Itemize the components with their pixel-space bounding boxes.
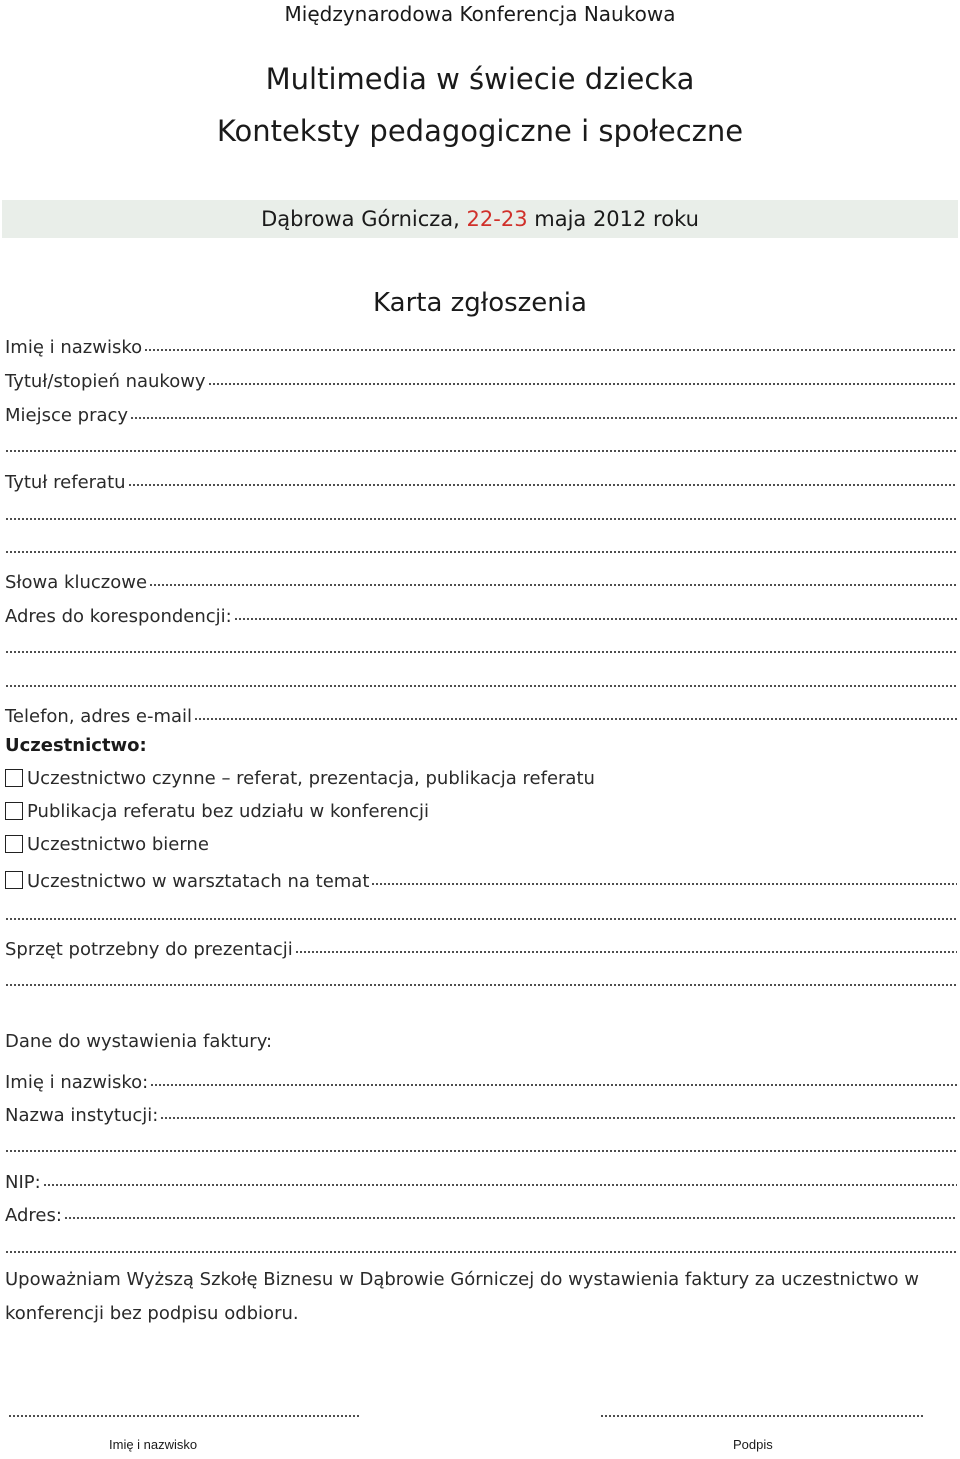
equipment-label: Sprzęt potrzebny do prezentacji [5,939,293,960]
option-label: Uczestnictwo w warsztatach na temat [27,871,370,892]
option-label: Uczestnictwo bierne [27,834,209,855]
paper-title-label: Tytuł referatu [5,472,126,493]
title-line-1: Multimedia w świecie dziecka [265,62,695,96]
contact-fill-line[interactable] [194,717,957,721]
keywords-fill-line[interactable] [149,583,957,587]
invoice-address-fill-line[interactable] [64,1216,957,1220]
location-dates: 22-23 [466,207,528,231]
address-field[interactable] [5,597,957,627]
contact-label: Telefon, adres e-mail [5,706,193,727]
fill-line[interactable] [5,650,957,654]
workshop-continuation[interactable] [5,897,957,927]
location-date-band [2,200,958,238]
signature-name-caption: Imię i nazwisko [109,1437,198,1452]
signature-sign-caption: Podpis [733,1437,773,1452]
workplace-field[interactable] [5,396,957,426]
form-title: Karta zgłoszenia [373,288,587,318]
fill-line[interactable] [5,1149,957,1153]
fill-line[interactable] [5,917,957,921]
title-line-2: Konteksty pedagogiczne i społeczne [216,114,744,148]
option-label: Uczestnictwo czynne – referat, prezentacja, publikacja referatu [27,768,595,789]
authorization-statement: Upoważniam Wyższą Szkołę Biznesu w Dąbrowie Górniczej do wystawienia faktury za uczestnictwo w konferencji bez podpisu odbioru. [5,1269,919,1324]
option-active[interactable] [5,768,595,789]
degree-fill-line[interactable] [208,382,957,386]
workplace-fill-line[interactable] [130,416,957,420]
paper-title-fill-line[interactable] [128,483,957,487]
fill-line[interactable] [5,983,957,987]
paper-title-continuation[interactable] [5,530,957,560]
contact-field[interactable] [5,697,957,727]
paper-title-field[interactable] [5,463,957,493]
option-publication-only[interactable] [5,801,429,822]
address-continuation[interactable] [5,630,957,660]
location-place: Dąbrowa Górnicza, [261,207,467,231]
fill-line[interactable] [5,684,957,688]
participation-heading: Uczestnictwo: [5,735,147,756]
invoice-name-label: Imię i nazwisko: [5,1072,149,1093]
conference-name: Międzynarodowa Konferencja Naukowa [284,2,676,26]
equipment-fill-line[interactable] [295,950,957,954]
location-rest: maja 2012 roku [527,207,699,231]
checkbox[interactable] [5,769,23,787]
invoice-name-field[interactable] [5,1063,957,1093]
invoice-institution-field[interactable] [5,1096,957,1126]
invoice-nip-field[interactable] [5,1163,957,1193]
address-continuation[interactable] [5,664,957,694]
address-label: Adres do korespondencji: [5,606,232,627]
option-label: Publikacja referatu bez udziału w konferencji [27,801,429,822]
invoice-address-continuation[interactable] [5,1230,957,1260]
keywords-label: Słowa kluczowe [5,572,148,593]
fill-line[interactable] [5,550,957,554]
degree-label: Tytuł/stopień naukowy [5,371,206,392]
equipment-continuation[interactable] [5,963,957,993]
signature-name-line[interactable] [8,1414,360,1418]
checkbox[interactable] [5,802,23,820]
workplace-continuation[interactable] [5,429,957,459]
invoice-address-field[interactable] [5,1196,957,1226]
invoice-nip-fill-line[interactable] [43,1183,957,1187]
checkbox[interactable] [5,871,23,889]
invoice-nip-label: NIP: [5,1172,41,1193]
workshop-fill-line[interactable] [371,882,957,886]
signature-sign-line[interactable] [600,1414,924,1418]
invoice-institution-continuation[interactable] [5,1129,957,1159]
equipment-field[interactable] [5,930,957,960]
fill-line[interactable] [5,1250,957,1254]
invoice-institution-fill-line[interactable] [160,1116,957,1120]
fill-line[interactable] [5,517,957,521]
paper-title-continuation[interactable] [5,497,957,527]
option-workshops[interactable] [5,862,957,892]
name-field[interactable] [5,328,957,358]
checkbox[interactable] [5,835,23,853]
workplace-label: Miejsce pracy [5,405,129,426]
invoice-name-fill-line[interactable] [150,1083,957,1087]
degree-field[interactable] [5,362,957,392]
address-fill-line[interactable] [234,617,957,621]
fill-line[interactable] [5,449,957,453]
keywords-field[interactable] [5,563,957,593]
invoice-institution-label: Nazwa instytucji: [5,1105,159,1126]
name-label: Imię i nazwisko [5,337,143,358]
invoice-heading: Dane do wystawienia faktury: [5,1031,273,1052]
option-passive[interactable] [5,834,209,855]
invoice-address-label: Adres: [5,1205,62,1226]
name-fill-line[interactable] [144,348,957,352]
